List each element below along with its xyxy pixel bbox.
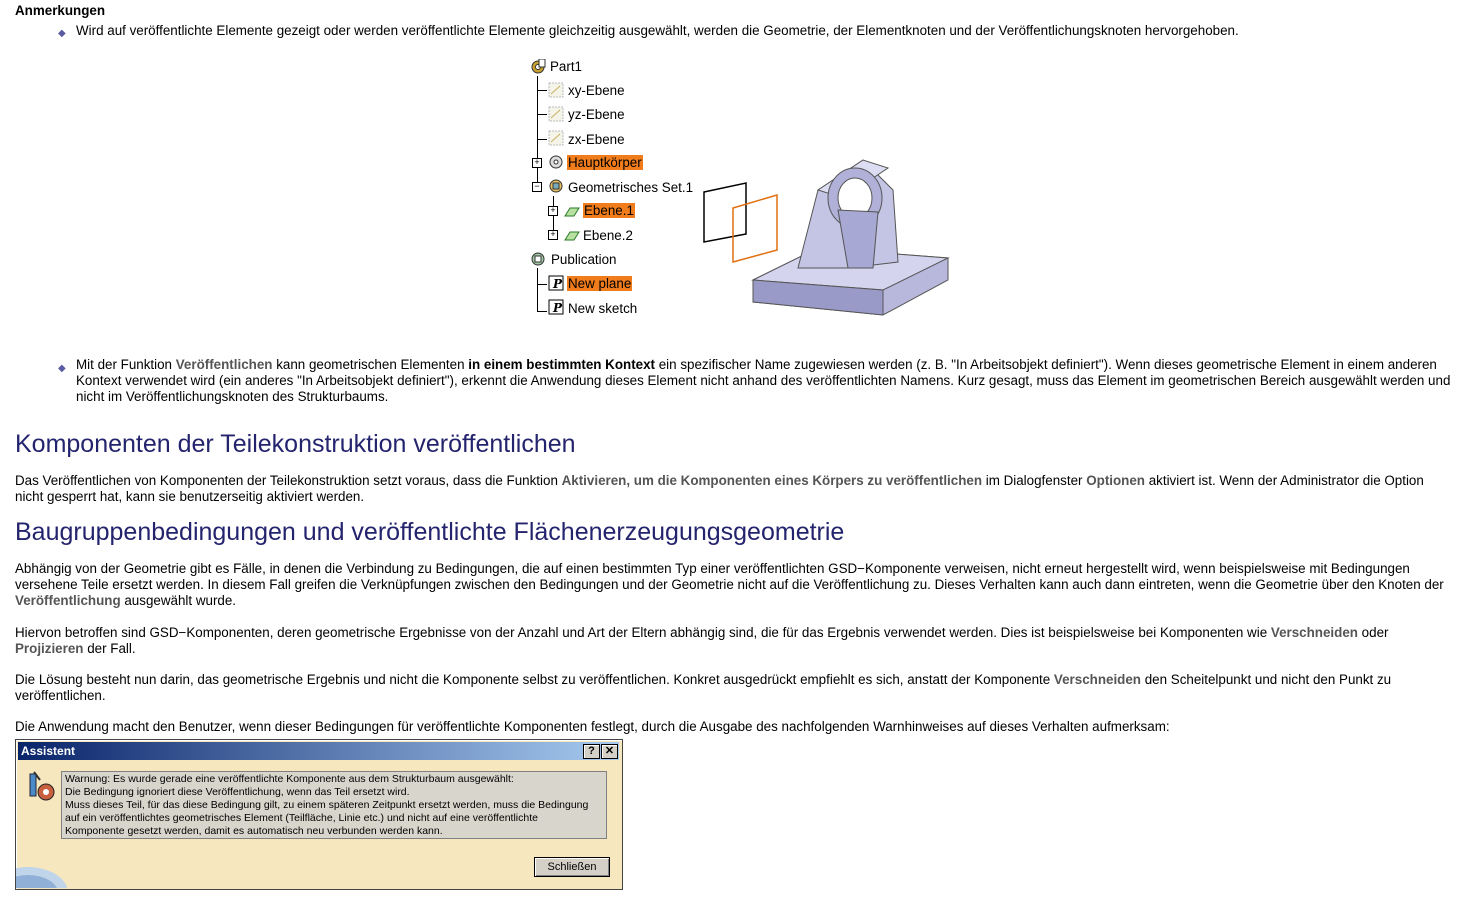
part-icon bbox=[530, 59, 546, 78]
published-element-icon bbox=[548, 275, 564, 294]
command-link-project[interactable]: Projizieren bbox=[15, 641, 84, 656]
text-run: Hiervon betroffen sind GSD−Komponenten, deren geometrische Ergebnisse von der Anzahl und Art der Eltern abhängig sind, die für das Ergebnis verwendet werden. Dies ist beispielsweise bei Komponenten wie bbox=[15, 625, 1271, 640]
warning-message bbox=[61, 771, 607, 839]
command-link-intersect[interactable]: Verschneiden bbox=[1270, 625, 1358, 640]
dialog-name: Optionen bbox=[1086, 473, 1145, 488]
notes-bullet-2 bbox=[76, 357, 1468, 405]
tree-item-part1[interactable]: Part1 bbox=[550, 59, 583, 74]
plane-feature-icon bbox=[564, 203, 580, 222]
tree-item-main-body[interactable]: Hauptkörper bbox=[568, 155, 642, 170]
text-run: Mit der Funktion bbox=[76, 357, 176, 372]
collapse-icon[interactable]: − bbox=[532, 182, 542, 192]
tree-connector bbox=[537, 284, 547, 285]
geometric-set-icon bbox=[548, 178, 564, 197]
published-element-icon bbox=[548, 299, 564, 318]
text-run: der Fall. bbox=[83, 641, 136, 656]
text-run: aktiviert ist. Wenn der Administrator die Option nicht gesperrt hat, kann sie benutzerseitig aktiviert werden. bbox=[15, 473, 1424, 504]
globe-decoration-icon bbox=[16, 853, 71, 888]
text-run: Abhängig von der Geometrie gibt es Fälle, in denen die Verbindung zu Bedingungen, die auf einen bestimmten Typ einer veröffentlichten GSD−Komponente verweisen, nicht erneut hergestellt wird, wenn beispielsweise mit Bedingungen versehene Teile ersetzt werden. In diesem Fall greifen die Verknüpfungen zwischen den Bedingungen und der Geometrie nicht auf die Veröffentlichung zu. Dieses Verhalten kann auch dann eintreten, wenn die Geometrie über den Knoten der bbox=[15, 561, 1444, 592]
text-run: oder bbox=[1357, 625, 1389, 640]
expand-icon[interactable]: + bbox=[548, 230, 558, 240]
bullet-icon: ◆ bbox=[58, 363, 66, 374]
tree-connector bbox=[537, 139, 547, 140]
command-link-intersect[interactable]: Verschneiden bbox=[1053, 672, 1141, 687]
wizard-icon bbox=[26, 770, 60, 807]
tree-connector bbox=[537, 90, 547, 91]
section2-paragraph-4: Die Anwendung macht den Benutzer, wenn dieser Bedingungen für veröffentlichte Komponenten festlegt, durch die Ausgabe des nachfolgenden Warnhinweises auf dieses Verhalten aufmerksam: bbox=[15, 719, 1170, 734]
tree-connector bbox=[537, 268, 538, 312]
help-button[interactable]: ? bbox=[583, 744, 600, 759]
specification-tree bbox=[528, 56, 708, 326]
tree-item-yz-plane[interactable]: yz-Ebene bbox=[568, 107, 625, 122]
message-line: Muss dieses Teil, für das diese Bedingung gilt, zu einem späteren Zeitpunkt ersetzt werden, muss die Bedingung bbox=[65, 799, 589, 811]
section-heading-assembly-constraints: Baugruppenbedingungen und veröffentlichte Flächenerzeugungsgeometrie bbox=[15, 518, 845, 546]
text-run: den Scheitelpunkt und nicht den Punkt zu veröffentlichen. bbox=[15, 672, 1392, 703]
tree-item-xy-plane[interactable]: xy-Ebene bbox=[568, 83, 625, 98]
text-run: ein spezifischer Name zugewiesen werden (z. B. "In Arbeitsobjekt definiert"). Wenn dieses geometrische Element in einem anderen Kontext verwendet wird (ein anderes "In Arbeitsobjekt definiert"), erkennt die Anwendung dieses Element nicht anhand des veröffentlichten Namens. Kurz gesagt, muss das Element im geometrischen Bereich ausgewählt werden und nicht im Veröffentlichungsknoten des Strukturbaums. bbox=[76, 357, 1451, 404]
notes-bullet-1: Wird auf veröffentlichte Elemente gezeigt oder werden veröffentlichte Elemente gleichzeitig ausgewählt, werden die Geometrie, der Elementknoten und der Veröffentlichungsknoten hervorgehoben. bbox=[76, 23, 1239, 38]
section2-paragraph-2 bbox=[15, 625, 1460, 657]
close-x-button[interactable]: ✕ bbox=[601, 744, 618, 759]
plane-icon bbox=[548, 106, 564, 125]
section2-paragraph-3 bbox=[15, 672, 1455, 704]
dialog-title-bar[interactable] bbox=[18, 742, 619, 760]
text-run: Die Lösung besteht nun darin, das geometrische Ergebnis und nicht die Komponente selbst zu veröffentlichen. Konkret ausgedrückt empfiehlt es sich, anstatt der Komponente bbox=[15, 672, 1054, 687]
section1-paragraph bbox=[15, 473, 1455, 505]
svg-text:P: P bbox=[553, 301, 563, 315]
close-button[interactable]: Schließen bbox=[534, 857, 610, 877]
body-icon bbox=[548, 154, 564, 173]
text-run: kann geometrischen Elementen bbox=[272, 357, 469, 372]
emphasis-text: in einem bestimmten Kontext bbox=[468, 357, 656, 372]
plane-icon bbox=[548, 82, 564, 101]
section2-paragraph-1 bbox=[15, 561, 1455, 609]
option-name: Aktivieren, um die Komponenten eines Körpers zu veröffentlichen bbox=[561, 473, 983, 488]
tree-item-new-sketch[interactable]: New sketch bbox=[568, 301, 638, 316]
tree-item-zx-plane[interactable]: zx-Ebene bbox=[568, 132, 625, 147]
expand-icon[interactable]: + bbox=[532, 158, 542, 168]
message-line: auf ein veröffentlichtes geometrisches Element (Teilfläche, Linie etc.) und nicht auf eine veröffentlichte bbox=[65, 812, 538, 824]
bullet-icon: ◆ bbox=[58, 28, 66, 39]
tree-connector bbox=[537, 114, 547, 115]
text-run: ausgewählt wurde. bbox=[120, 593, 237, 608]
plane-feature-icon bbox=[564, 227, 580, 246]
tree-connector bbox=[537, 311, 547, 312]
plane-icon bbox=[548, 130, 564, 149]
notes-title: Anmerkungen bbox=[15, 3, 106, 18]
publication-icon bbox=[530, 251, 546, 270]
expand-icon[interactable]: + bbox=[548, 206, 558, 216]
tree-item-publication[interactable]: Publication bbox=[551, 252, 617, 267]
section-heading-publish-components: Komponenten der Teilekonstruktion veröffentlichen bbox=[15, 430, 576, 458]
message-line: Warnung: Es wurde gerade eine veröffentlichte Komponente aus dem Strukturbaum ausgewählt: bbox=[65, 773, 514, 785]
dialog-title: Assistent bbox=[21, 744, 76, 758]
assistant-dialog bbox=[15, 739, 623, 890]
tree-item-new-plane[interactable]: New plane bbox=[568, 276, 632, 291]
message-line: Die Bedingung ignoriert diese Veröffentlichung, wenn das Teil ersetzt wird. bbox=[65, 786, 410, 798]
svg-text:P: P bbox=[553, 277, 563, 291]
node-name: Veröffentlichung bbox=[15, 593, 121, 608]
part-3d-illustration bbox=[698, 150, 958, 320]
tree-item-plane-2[interactable]: Ebene.2 bbox=[583, 228, 633, 243]
tree-item-geometric-set[interactable]: Geometrisches Set.1 bbox=[568, 180, 694, 195]
text-run: im Dialogfenster bbox=[982, 473, 1087, 488]
message-line: Komponente gesetzt werden, damit es automatisch neu verbunden werden kann. bbox=[65, 825, 443, 837]
command-link-publication[interactable]: Veröffentlichen bbox=[175, 357, 273, 372]
tree-item-plane-1[interactable]: Ebene.1 bbox=[584, 203, 634, 218]
text-run: Das Veröffentlichen von Komponenten der Teilekonstruktion setzt voraus, dass die Funktion bbox=[15, 473, 562, 488]
